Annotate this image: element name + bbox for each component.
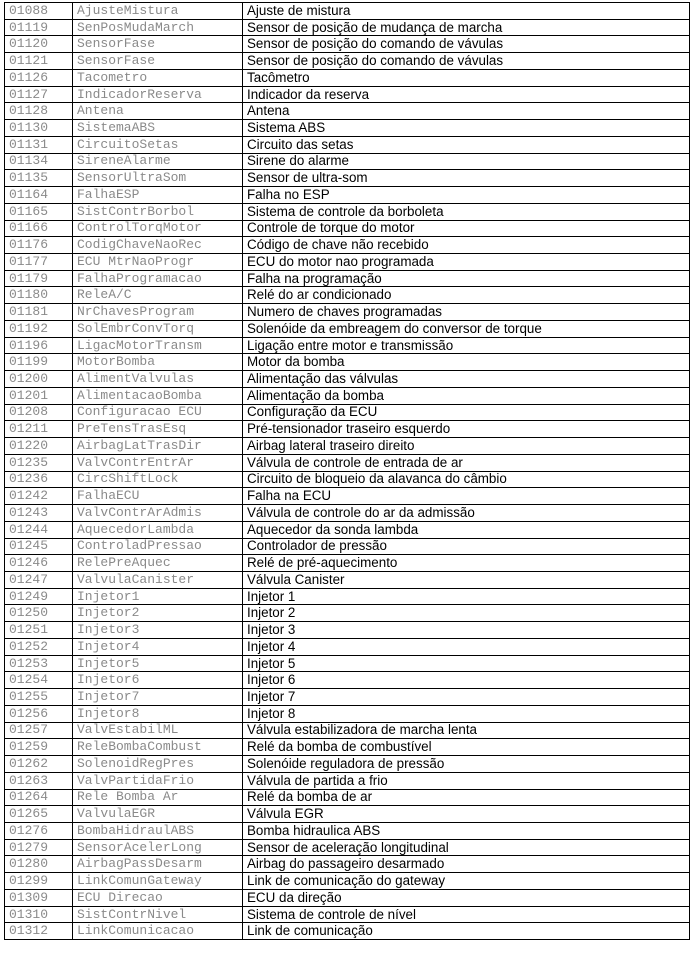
fault-code-cell: 01126 — [5, 69, 73, 86]
fault-code-cell: 01246 — [5, 555, 73, 572]
fault-description-cell: Motor da bomba — [243, 354, 690, 371]
fault-code-cell: 01265 — [5, 806, 73, 823]
fault-short-name-cell: Injetor8 — [73, 705, 243, 722]
fault-short-name-cell: ReleBombaCombust — [73, 739, 243, 756]
table-row — [5, 220, 690, 237]
table-row — [5, 638, 690, 655]
fault-short-name-cell: ValvContrEntrAr — [73, 454, 243, 471]
fault-short-name-cell: Antena — [73, 103, 243, 120]
fault-short-name-cell: ValvPartidaFrio — [73, 772, 243, 789]
fault-description-cell: Injetor 2 — [243, 605, 690, 622]
fault-description-cell: Sensor de ultra-som — [243, 170, 690, 187]
table-row — [5, 19, 690, 36]
fault-short-name-cell: SistemaABS — [73, 120, 243, 137]
fault-short-name-cell: SistContrNivel — [73, 906, 243, 923]
table-row — [5, 521, 690, 538]
fault-code-cell: 01255 — [5, 689, 73, 706]
fault-description-cell: Válvula Canister — [243, 571, 690, 588]
fault-description-cell: Numero de chaves programadas — [243, 304, 690, 321]
table-row — [5, 756, 690, 773]
fault-description-cell: Circuito das setas — [243, 136, 690, 153]
fault-description-cell: Injetor 4 — [243, 638, 690, 655]
table-row — [5, 471, 690, 488]
table-row — [5, 806, 690, 823]
fault-description-cell: Airbag do passageiro desarmado — [243, 856, 690, 873]
table-row — [5, 672, 690, 689]
fault-code-cell: 01176 — [5, 237, 73, 254]
fault-short-name-cell: Tacometro — [73, 69, 243, 86]
fault-description-cell: Válvula de controle do ar da admissão — [243, 505, 690, 522]
table-row — [5, 304, 690, 321]
fault-short-name-cell: LinkComunGateway — [73, 873, 243, 890]
table-row — [5, 923, 690, 940]
fault-description-cell: Circuito de bloqueio da alavanca do câmbio — [243, 471, 690, 488]
table-row — [5, 789, 690, 806]
fault-code-cell: 01279 — [5, 839, 73, 856]
fault-code-cell: 01130 — [5, 120, 73, 137]
table-row — [5, 103, 690, 120]
table-row — [5, 873, 690, 890]
fault-code-cell: 01276 — [5, 822, 73, 839]
fault-short-name-cell: ValvEstabilML — [73, 722, 243, 739]
fault-description-cell: Injetor 1 — [243, 588, 690, 605]
fault-code-cell: 01263 — [5, 772, 73, 789]
fault-code-cell: 01312 — [5, 923, 73, 940]
table-row — [5, 86, 690, 103]
fault-short-name-cell: ControlTorqMotor — [73, 220, 243, 237]
table-row — [5, 3, 690, 20]
fault-description-cell: Relé do ar condicionado — [243, 287, 690, 304]
fault-code-cell: 01177 — [5, 254, 73, 271]
table-row — [5, 889, 690, 906]
fault-code-cell: 01164 — [5, 187, 73, 204]
fault-short-name-cell: AlimentacaoBomba — [73, 387, 243, 404]
fault-code-cell: 01257 — [5, 722, 73, 739]
table-row — [5, 772, 690, 789]
fault-code-table — [4, 2, 690, 940]
fault-code-cell: 01211 — [5, 421, 73, 438]
fault-code-cell: 01262 — [5, 756, 73, 773]
fault-code-cell: 01249 — [5, 588, 73, 605]
fault-description-cell: Indicador da reserva — [243, 86, 690, 103]
fault-code-cell: 01179 — [5, 270, 73, 287]
table-row — [5, 404, 690, 421]
fault-code-cell: 01192 — [5, 320, 73, 337]
table-row — [5, 337, 690, 354]
fault-description-cell: Pré-tensionador traseiro esquerdo — [243, 421, 690, 438]
fault-code-cell: 01252 — [5, 638, 73, 655]
fault-description-cell: Solenóide da embreagem do conversor de torque — [243, 320, 690, 337]
table-row — [5, 655, 690, 672]
fault-short-name-cell: FalhaECU — [73, 488, 243, 505]
fault-code-cell: 01259 — [5, 739, 73, 756]
fault-description-cell: ECU do motor nao programada — [243, 254, 690, 271]
fault-short-name-cell: RelePreAquec — [73, 555, 243, 572]
table-row — [5, 371, 690, 388]
fault-description-cell: Ligação entre motor e transmissão — [243, 337, 690, 354]
fault-code-cell: 01199 — [5, 354, 73, 371]
fault-short-name-cell: SensorFase — [73, 53, 243, 70]
fault-short-name-cell: Configuracao ECU — [73, 404, 243, 421]
fault-description-cell: Válvula de controle de entrada de ar — [243, 454, 690, 471]
fault-description-cell: Injetor 7 — [243, 689, 690, 706]
fault-description-cell: Relé da bomba de combustível — [243, 739, 690, 756]
fault-code-cell: 01299 — [5, 873, 73, 890]
fault-short-name-cell: ECU MtrNaoProgr — [73, 254, 243, 271]
fault-short-name-cell: Injetor5 — [73, 655, 243, 672]
fault-description-cell: Injetor 5 — [243, 655, 690, 672]
fault-code-cell: 01134 — [5, 153, 73, 170]
table-row — [5, 36, 690, 53]
fault-short-name-cell: CodigChaveNaoRec — [73, 237, 243, 254]
fault-description-cell: Sistema de controle de nível — [243, 906, 690, 923]
fault-short-name-cell: ValvulaEGR — [73, 806, 243, 823]
fault-description-cell: Válvula de partida a frio — [243, 772, 690, 789]
fault-code-cell: 01250 — [5, 605, 73, 622]
table-row — [5, 538, 690, 555]
fault-short-name-cell: LinkComunicacao — [73, 923, 243, 940]
fault-code-cell: 01208 — [5, 404, 73, 421]
table-row — [5, 555, 690, 572]
table-row — [5, 438, 690, 455]
fault-short-name-cell: PreTensTrasEsq — [73, 421, 243, 438]
fault-short-name-cell: SenPosMudaMarch — [73, 19, 243, 36]
fault-short-name-cell: LigacMotorTransm — [73, 337, 243, 354]
table-row — [5, 689, 690, 706]
fault-code-cell: 01200 — [5, 371, 73, 388]
fault-short-name-cell: FalhaESP — [73, 187, 243, 204]
fault-description-cell: Sensor de aceleração longitudinal — [243, 839, 690, 856]
fault-short-name-cell: Injetor2 — [73, 605, 243, 622]
table-row — [5, 421, 690, 438]
fault-description-cell: Falha no ESP — [243, 187, 690, 204]
fault-description-cell: Solenóide reguladora de pressão — [243, 756, 690, 773]
fault-short-name-cell: CircuitoSetas — [73, 136, 243, 153]
fault-description-cell: Alimentação das válvulas — [243, 371, 690, 388]
fault-short-name-cell: Injetor3 — [73, 622, 243, 639]
table-row — [5, 53, 690, 70]
table-row — [5, 254, 690, 271]
table-row — [5, 588, 690, 605]
table-row — [5, 287, 690, 304]
fault-short-name-cell: SireneAlarme — [73, 153, 243, 170]
fault-description-cell: ECU da direção — [243, 889, 690, 906]
table-row — [5, 605, 690, 622]
fault-code-cell: 01253 — [5, 655, 73, 672]
fault-code-cell: 01181 — [5, 304, 73, 321]
fault-short-name-cell: ValvContrArAdmis — [73, 505, 243, 522]
fault-description-cell: Airbag lateral traseiro direito — [243, 438, 690, 455]
table-row — [5, 354, 690, 371]
fault-description-cell: Falha na programação — [243, 270, 690, 287]
fault-code-cell: 01244 — [5, 521, 73, 538]
fault-short-name-cell: AirbagLatTrasDir — [73, 438, 243, 455]
fault-code-cell: 01256 — [5, 705, 73, 722]
table-row — [5, 136, 690, 153]
table-row — [5, 69, 690, 86]
fault-short-name-cell: Injetor6 — [73, 672, 243, 689]
fault-code-cell: 01088 — [5, 3, 73, 20]
fault-short-name-cell: SolenoidRegPres — [73, 756, 243, 773]
fault-code-cell: 01119 — [5, 19, 73, 36]
fault-description-cell: Controlador de pressão — [243, 538, 690, 555]
fault-code-cell: 01242 — [5, 488, 73, 505]
fault-code-cell: 01165 — [5, 203, 73, 220]
fault-short-name-cell: Injetor1 — [73, 588, 243, 605]
fault-code-cell: 01236 — [5, 471, 73, 488]
fault-short-name-cell: SistContrBorbol — [73, 203, 243, 220]
fault-short-name-cell: CircShiftLock — [73, 471, 243, 488]
table-row — [5, 571, 690, 588]
fault-description-cell: Sensor de posição de mudança de marcha — [243, 19, 690, 36]
fault-short-name-cell: Rele Bomba Ar — [73, 789, 243, 806]
fault-code-cell: 01220 — [5, 438, 73, 455]
fault-description-cell: Ajuste de mistura — [243, 3, 690, 20]
fault-short-name-cell: FalhaProgramacao — [73, 270, 243, 287]
fault-short-name-cell: SensorUltraSom — [73, 170, 243, 187]
fault-short-name-cell: IndicadorReserva — [73, 86, 243, 103]
fault-description-cell: Injetor 6 — [243, 672, 690, 689]
fault-description-cell: Alimentação da bomba — [243, 387, 690, 404]
fault-code-cell: 01121 — [5, 53, 73, 70]
fault-short-name-cell: ValvulaCanister — [73, 571, 243, 588]
fault-description-cell: Sistema de controle da borboleta — [243, 203, 690, 220]
fault-code-cell: 01127 — [5, 86, 73, 103]
fault-description-cell: Tacômetro — [243, 69, 690, 86]
fault-code-cell: 01310 — [5, 906, 73, 923]
fault-short-name-cell: Injetor7 — [73, 689, 243, 706]
table-row — [5, 203, 690, 220]
fault-code-cell: 01201 — [5, 387, 73, 404]
fault-short-name-cell: AlimentValvulas — [73, 371, 243, 388]
fault-description-cell: Aquecedor da sonda lambda — [243, 521, 690, 538]
fault-short-name-cell: ReleA/C — [73, 287, 243, 304]
fault-code-cell: 01243 — [5, 505, 73, 522]
table-row — [5, 153, 690, 170]
fault-description-cell: Sensor de posição do comando de vávulas — [243, 53, 690, 70]
fault-description-cell: Bomba hidraulica ABS — [243, 822, 690, 839]
fault-code-table-body — [5, 3, 690, 940]
fault-short-name-cell: SensorFase — [73, 36, 243, 53]
fault-code-cell: 01280 — [5, 856, 73, 873]
fault-code-cell: 01120 — [5, 36, 73, 53]
fault-code-cell: 01128 — [5, 103, 73, 120]
fault-short-name-cell: AquecedorLambda — [73, 521, 243, 538]
table-row — [5, 270, 690, 287]
fault-description-cell: Antena — [243, 103, 690, 120]
fault-short-name-cell: MotorBomba — [73, 354, 243, 371]
fault-code-cell: 01196 — [5, 337, 73, 354]
fault-short-name-cell: ECU Direcao — [73, 889, 243, 906]
table-row — [5, 120, 690, 137]
fault-description-cell: Controle de torque do motor — [243, 220, 690, 237]
fault-description-cell: Sistema ABS — [243, 120, 690, 137]
table-row — [5, 739, 690, 756]
fault-description-cell: Válvula estabilizadora de marcha lenta — [243, 722, 690, 739]
fault-code-cell: 01235 — [5, 454, 73, 471]
fault-description-cell: Relé da bomba de ar — [243, 789, 690, 806]
fault-description-cell: Código de chave não recebido — [243, 237, 690, 254]
fault-code-cell: 01166 — [5, 220, 73, 237]
fault-short-name-cell: NrChavesProgram — [73, 304, 243, 321]
table-row — [5, 622, 690, 639]
fault-short-name-cell: ControladPressao — [73, 538, 243, 555]
table-row — [5, 170, 690, 187]
fault-code-cell: 01251 — [5, 622, 73, 639]
table-row — [5, 454, 690, 471]
table-row — [5, 839, 690, 856]
fault-description-cell: Falha na ECU — [243, 488, 690, 505]
table-row — [5, 822, 690, 839]
table-row — [5, 705, 690, 722]
fault-code-cell: 01245 — [5, 538, 73, 555]
fault-short-name-cell: AirbagPassDesarm — [73, 856, 243, 873]
table-row — [5, 856, 690, 873]
table-row — [5, 505, 690, 522]
table-row — [5, 488, 690, 505]
fault-description-cell: Link de comunicação do gateway — [243, 873, 690, 890]
fault-short-name-cell: AjusteMistura — [73, 3, 243, 20]
table-row — [5, 320, 690, 337]
fault-code-cell: 01135 — [5, 170, 73, 187]
fault-code-cell: 01180 — [5, 287, 73, 304]
fault-short-name-cell: SolEmbrConvTorq — [73, 320, 243, 337]
fault-description-cell: Configuração da ECU — [243, 404, 690, 421]
table-row — [5, 906, 690, 923]
fault-short-name-cell: SensorAcelerLong — [73, 839, 243, 856]
fault-short-name-cell: BombaHidraulABS — [73, 822, 243, 839]
fault-description-cell: Relé de pré-aquecimento — [243, 555, 690, 572]
fault-description-cell: Injetor 8 — [243, 705, 690, 722]
fault-description-cell: Sirene do alarme — [243, 153, 690, 170]
fault-description-cell: Link de comunicação — [243, 923, 690, 940]
fault-code-cell: 01309 — [5, 889, 73, 906]
table-row — [5, 187, 690, 204]
fault-short-name-cell: Injetor4 — [73, 638, 243, 655]
table-row — [5, 237, 690, 254]
fault-description-cell: Injetor 3 — [243, 622, 690, 639]
fault-code-cell: 01131 — [5, 136, 73, 153]
fault-code-cell: 01264 — [5, 789, 73, 806]
table-row — [5, 722, 690, 739]
fault-description-cell: Sensor de posição do comando de vávulas — [243, 36, 690, 53]
fault-code-cell: 01254 — [5, 672, 73, 689]
fault-code-cell: 01247 — [5, 571, 73, 588]
fault-description-cell: Válvula EGR — [243, 806, 690, 823]
table-row — [5, 387, 690, 404]
